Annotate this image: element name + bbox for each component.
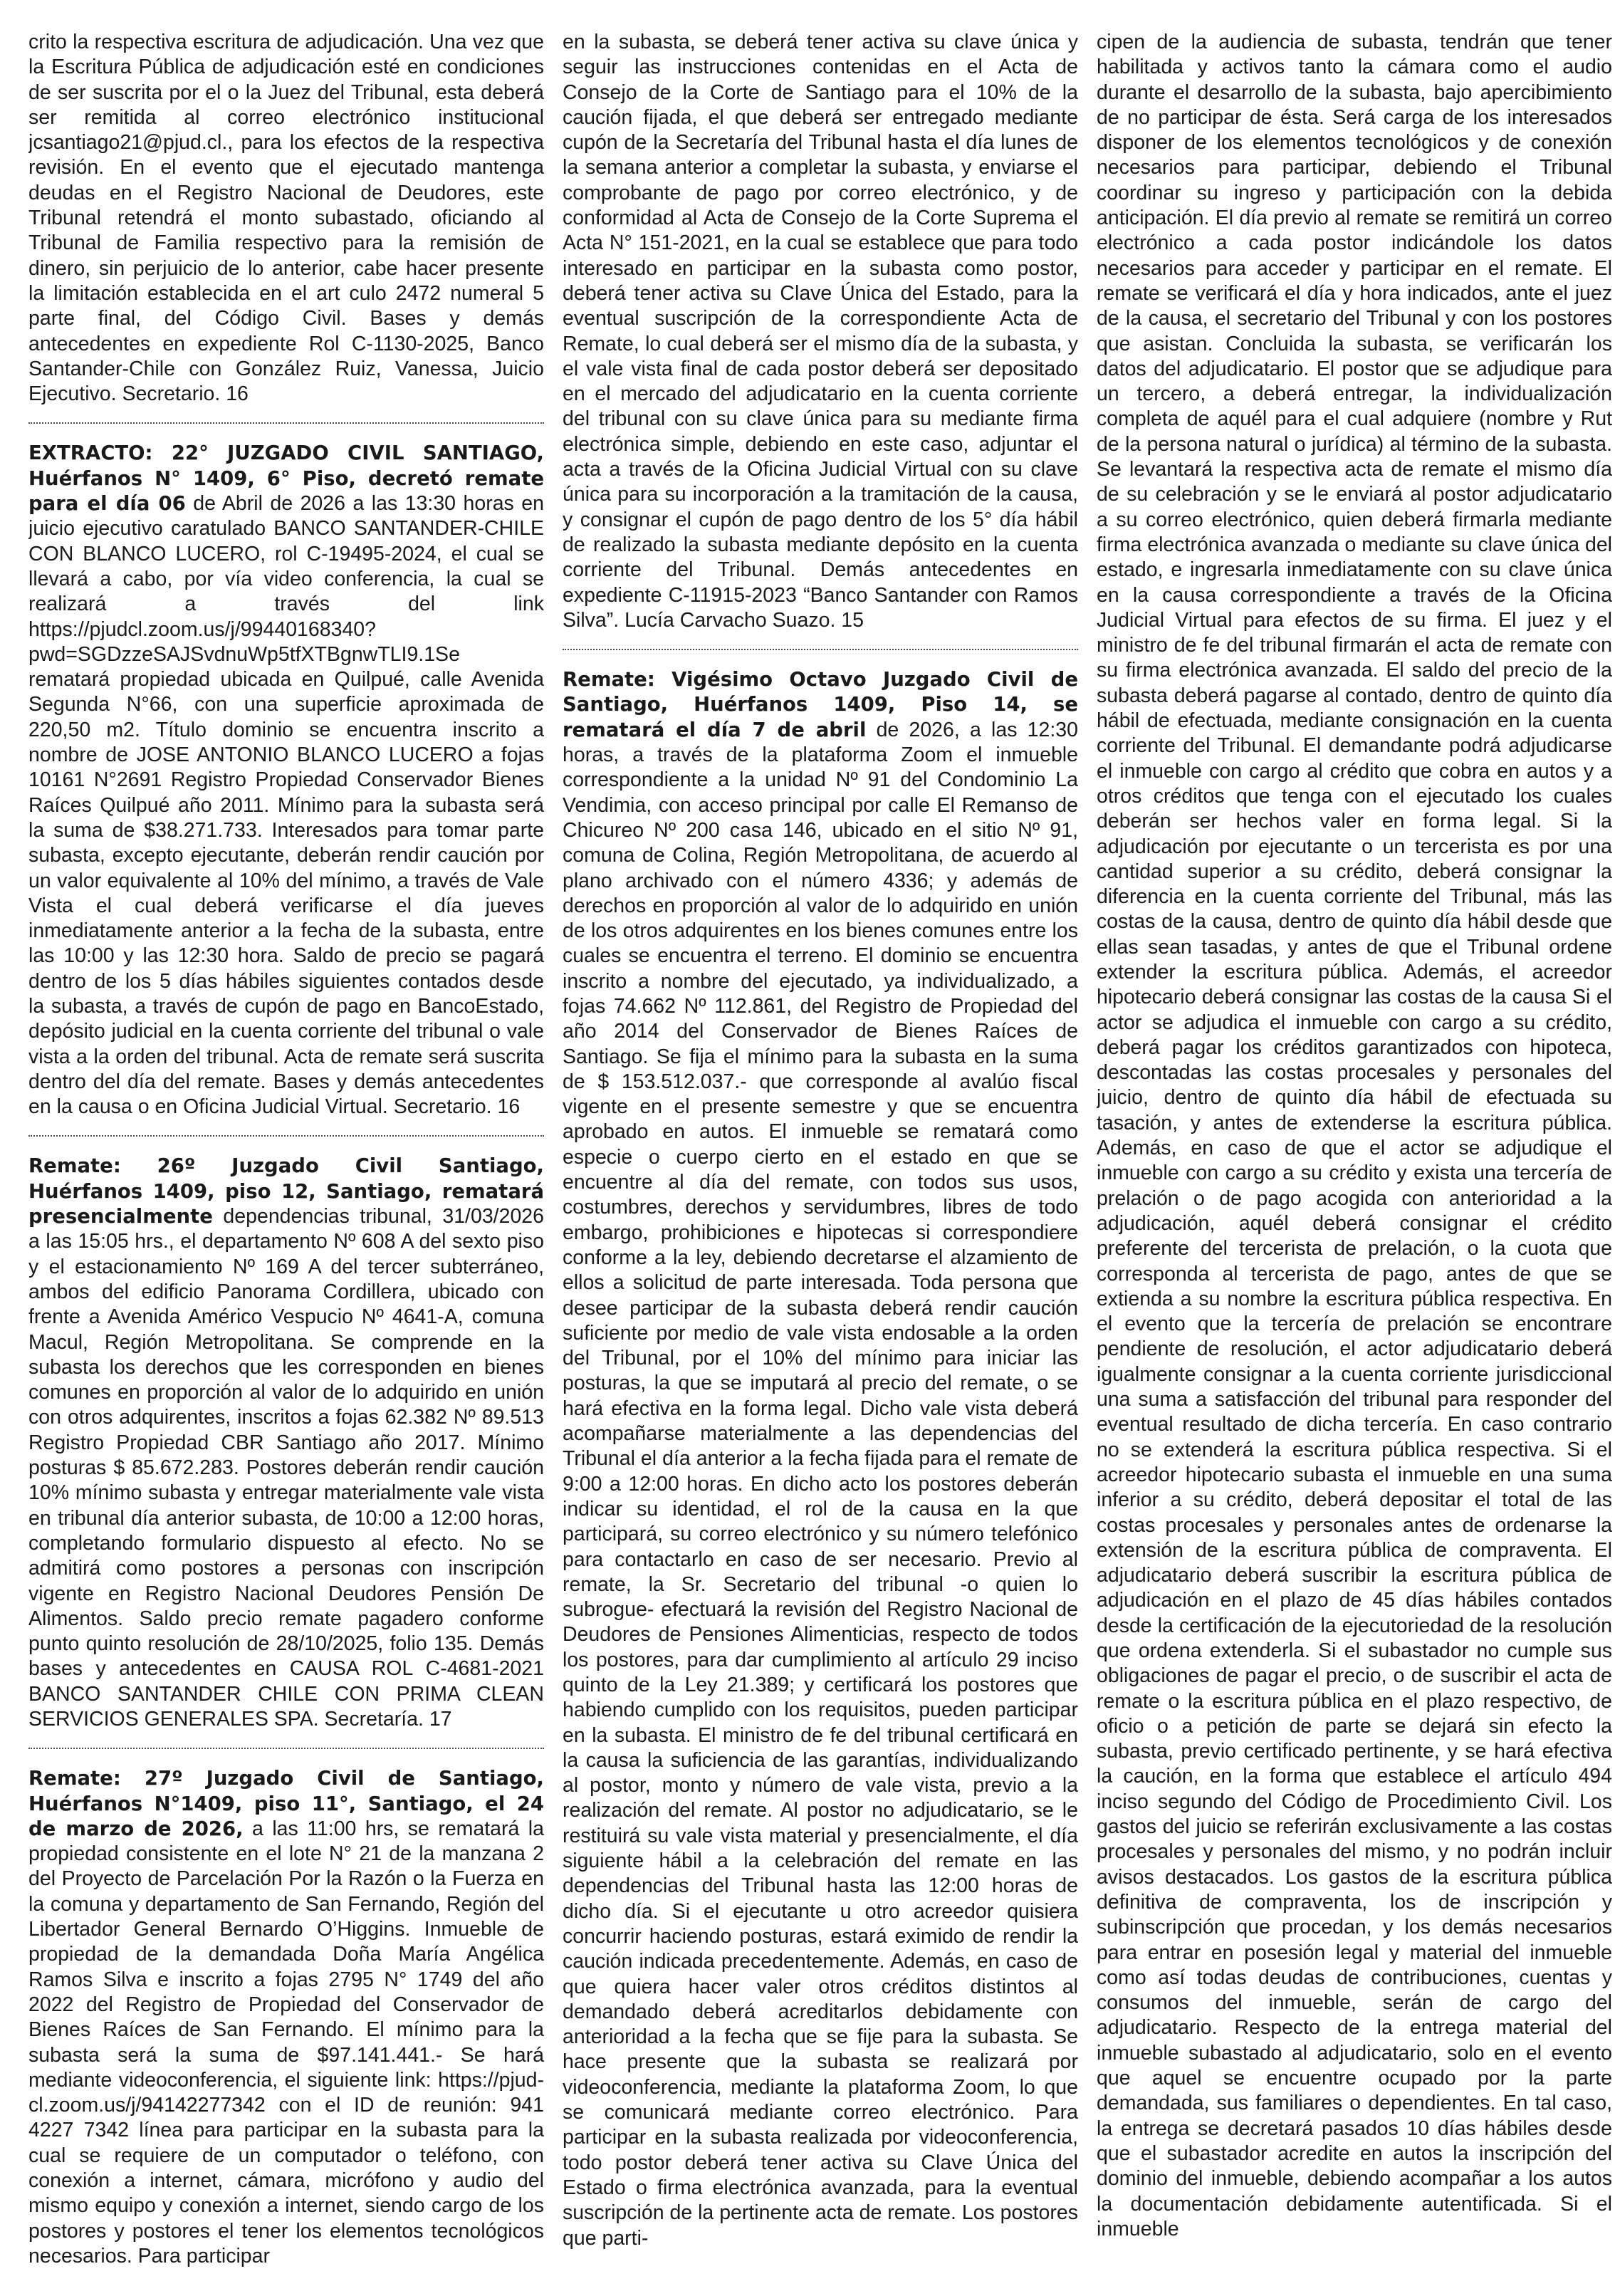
notice-heading: Remate: 27º Juzgado Civil de Santiago, Huérfanos N°1409, piso 11°, Santiago, el 24 de marzo de 2026, — [28, 1767, 544, 1840]
notice-26-juzgado — [28, 1154, 544, 1732]
column-2 — [563, 30, 1078, 2280]
notice-heading: EXTRACTO: 22° JUZGADO CIVIL SANTIAGO, Huérfanos N° 1409, 6° Piso, decretó remate para el día 06 — [28, 442, 544, 516]
notice-body: crito la respectiva escritura de adjudicación. Una vez que la Escritura Pública de adjudicación esté en condiciones de ser suscrita por el o la Juez del Tribunal, esta deberá ser remitida al correo electrónico institucional jcsantiago21@pjud.cl., para los efectos de la respectiva revisión. En el evento que el ejecutado mantenga deudas en el Registro Nacional de Deudores, este Tribunal retendrá el monto subastado, oficiando al Tribunal de Familia respectivo para la remisión de dinero, sin perjuicio de lo anterior, cabe hacer presente la limitación establecida en el art culo 2472 numeral 5 parte final, del Código Civil. Bases y demás antecedentes en expediente Rol C-1130-2025, Banco Santander-Chile con González Ruiz, Vanessa, Juicio Ejecutivo. Secretario. 16 — [28, 31, 544, 406]
notice-22-juzgado — [28, 441, 544, 1120]
notice-divider — [28, 422, 544, 424]
notice-body: en la subasta, se deberá tener activa su clave única y seguir las instrucciones contenidas en el Acta de Consejo de la Corte de Santiago para el 10% de la caución fijada, el que deberá ser entregado mediante cupón de la Secretaría del Tribunal hasta el día lunes de la semana anterior a completar la subasta, y enviarse el comprobante de pago por correo electrónico, y de conformidad al Acta de Consejo de la Corte Suprema el Acta N° 151-2021, en la cual se establece que para todo interesado en participar en la subasta como postor, deberá tener activa su Clave Única del Estado, para la eventual suscripción de la correspondiente Acta de Remate, lo cual deberá ser el mismo día de la subasta, y el vale vista final de cada postor deberá ser depositado en el mercado del adjudicatario en la cuenta corriente del tribunal con su clave única para su mediante firma electrónica simple, debiendo en este caso, adjuntar el acta a través de la Oficina Judicial Virtual con su clave única para su incorporación a la tramitación de la causa, y consignar el cupón de pago dentro de los 5° día hábil de realizado la subasta mediante depósito en la cuenta corriente del Tribunal. Demás antecedentes en expediente C-11915-2023 “Banco Santander con Ramos Silva”. Lucía Carvacho Suazo. 15 — [563, 31, 1078, 632]
notice-27-juzgado-continuation — [563, 30, 1078, 633]
column-1 — [28, 30, 544, 2280]
notice-body: de 2026, a las 12:30 horas, a través de la plataforma Zoom el inmueble correspondiente a la unidad Nº 91 del Condominio La Vendimia, con acceso principal por calle El Remanso de Chicureo Nº 200 casa 146, ubicado en el sitio Nº 91, comuna de Colina, Región Metropolitana, de acuerdo al plano archivado con el número 4336; y además de derechos en proporción al valor de lo adquirido en unión de los otros adquirentes en los bienes comunes entre los cuales se encuentra el terreno. El dominio se encuentra inscrito a nombre del ejecutado, ya individualizado, a fojas 74.662 Nº 112.861, del Registro de Propiedad del año 2014 del Conservador de Bienes Raíces de Santiago. Se fija el mínimo para la subasta en la suma de $ 153.512.037.- que corresponde al avalúo fiscal vigente en el presente semestre y que se encuentra aprobado en autos. El inmueble se rematará como especie o cuerpo cierto en el estado en que se encuentre al día del remate, con todos sus usos, costumbres, derechos y servidumbres, libres de todo embargo, prohibiciones e hipotecas si correspondiere conforme a la ley, debiendo decretarse el alzamiento de ellos a solicitud de parte interesada. Toda persona que desee participar de la subasta deberá rendir caución suficiente por medio de vale vista endosable a la orden del Tribunal, por el 10% del mínimo para iniciar las posturas, la que se imputará al precio del remate, o se hará efectiva en la forma legal. Dicho vale vista deberá acompañarse materialmente a las dependencias del Tribunal el día anterior a la fecha fijada para el remate de 9:00 a 12:00 horas. En dicho acto los postores deberán indicar su identidad, el rol de la causa en la que participará, su correo electrónico y su número telefónico para contactarlo en caso de ser necesario. Previo al remate, la Sr. Secretario del tribunal -o quien lo subrogue- efectuará la revisión del Registro Nacional de Deudores de Pensiones Alimenticias, respecto de todos los postores, para dar cumplimiento al artículo 29 inciso quinto de la Ley 21.389; y certificará los postores que habiendo cumplido con los requisitos, pueden participar en la subasta. El ministro de fe del tribunal certificará en la causa la suficiencia de las garantías, individualizando al postor, monto y número de vale vista, previo a la realización del remate. Al postor no adjudicatario, se le restituirá su vale vista material y presencialmente, el día siguiente hábil a la celebración del remate en las dependencias del Tribunal hasta las 12:00 horas de dicho día. Si el ejecutante u otro acreedor quisiera concurrir haciendo posturas, estará eximido de rendir la caución indicada precedentemente. Además, en caso de que quiera hacer valer otros créditos distintos al demandado deberá acreditarlos debidamente con anterioridad a la fecha que se fije para la subasta. Se hace presente que la subasta se realizará por videoconferencia, mediante la plataforma Zoom, lo que se comunicará mediante correo electrónico. Para participar en la subasta realizada por videoconferencia, todo postor deberá tener activa su Clave Única del Estado o firma electrónica avanzada, para la eventual suscripción de la pertinente acta de remate. Los postores que parti- — [563, 718, 1078, 2250]
notice-divider — [28, 1135, 544, 1137]
notice-divider — [563, 649, 1078, 650]
notice-body: cipen de la audiencia de subasta, tendrán que tener habilitada y activos tanto la cámara como el audio durante el desarrollo de la subasta, bajo apercibimiento de no participar de ésta. Será carga de los interesados disponer de los elementos tecnológicos y de conexión necesarios para participar, debiendo el Tribunal coordinar su ingreso y participación con la debida anticipación. El día previo al remate se remitirá un correo electrónico a cada postor indicándole los datos necesarios para acceder y participar en el remate. El remate se verificará el día y hora indicados, ante el juez de la causa, el secretario del Tribunal y con los postores que asistan. Concluida la subasta, se verificarán los datos del adjudicatario. El postor que se adjudique para un tercero, a deberá entregar, la individualización completa de aquél para el cual adquiere (nombre y Rut de la persona natural o jurídica) al término de la subasta. Se levantará la respectiva acta de remate el mismo día de su celebración y se le enviará al postor adjudicatario a su correo electrónico, quien deberá firmarla mediante firma electrónica avanzada o mediante su clave única del estado, e ingresarla inmediatamente con su clave única en la causa correspondiente a través de la Oficina Judicial Virtual para efectos de su firma. El juez y el ministro de fe del tribunal firmarán el acta de remate con su firma electrónica avanzada. El saldo del precio de la subasta deberá pagarse al contado, dentro de quinto día hábil de efectuada, mediante consignación en la cuenta corriente del Tribunal. El demandante podrá adjudicarse el inmueble con cargo al crédito que cobra en autos y a otros créditos que tenga con el ejecutado los cuales deberán ser hechos valer en forma legal. Si la adjudicación por ejecutante o un tercerista es por una cantidad superior a su crédito, deberá consignar la diferencia en la cuenta corriente del Tribunal, más las costas de la causa, dentro de quinto día hábil desde que ellas sean tasadas, y antes de que el Tribunal ordene extender la escritura pública. Además, el acreedor hipotecario deberá consignar las costas de la causa Si el actor se adjudica el inmueble con cargo a su crédito, deberá pagar los créditos garantizados con hipoteca, descontadas las costas procesales y personales del juicio, dentro de quinto día hábil de efectuada su tasación, y antes de extenderse la escritura pública. Además, en caso de que el actor se adjudique el inmueble con cargo a su crédito y exista una tercería de prelación o de pago acogida con anterioridad a la adjudicación, aquél deberá consignar el crédito preferente del tercerista de prelación, o la cuota que corresponda al tercerista de pago, antes de que se extienda a su nombre la escritura pública respectiva. En el evento que la tercería de prelación se encontrare pendiente de resolución, el actor adjudicatario deberá igualmente consignar a la cuenta corriente jurisdiccional una suma a satisfacción del tribunal para responder del eventual resultado de dicha tercería. En caso contrario no se extenderá la escritura pública respectiva. Si el acreedor hipotecario subasta el inmueble en una suma inferior a su crédito, deberá depositar el total de las costas procesales y personales antes de ordenarse la extensión de la escritura pública de compraventa. El adjudicatario deberá suscribir la escritura pública de adjudicación en el plazo de 45 días hábiles contados desde la certificación de la ejecutoriedad de la resolución que ordena extenderla. Si el subastador no cumple sus obligaciones de pagar el precio, o de suscribir el acta de remate o la escritura pública en el plazo respectivo, de oficio o a petición de parte se dejará sin efecto la subasta, previo certificado pertinente, y se hará efectiva la caución, en la forma que establece el artículo 494 inciso segundo del Código de Procedimiento Civil. Los gastos del juicio se referirán exclusivamente a las costas procesales y personales del mismo, y no podrán incluir avisos destacados. Los gastos de la escritura pública definitiva de compraventa, los de inscripción y subinscripción que procedan, y los demás necesarios para entrar en posesión legal y material del inmueble como así todas deudas de contribuciones, cuentas y consumos del inmueble, serán de cargo del adjudicatario. Respecto de la entrega material del inmueble subastado al adjudicatario, solo en el evento que aquel se encuentre ocupado por la parte demandada, sus familiares o dependientes. En tal caso, la entrega se decretará pasados 10 días hábiles desde que el subastador acredite en autos la inscripción del dominio del inmueble, debiendo acompañar a los autos la documentación debidamente autentificada. Si el inmueble — [1097, 31, 1612, 2240]
notice-27-juzgado — [28, 1766, 544, 2269]
notice-continuation — [28, 30, 544, 407]
notice-body: a las 11:00 hrs, se rematará la propiedad consistente en el lote N° 21 de la manzana 2 del Proyecto de Parcelación Por la Razón o la Fuerza en la comuna y departamento de San Fernando, Región del Libertador General Bernardo O’Higgins. Inmueble de propiedad de la demandada Doña María Angélica Ramos Silva e inscrito a fojas 2795 N° 1749 del año 2022 del Registro de Propiedad del Conservador de Bienes Raíces de San Fernando. El mínimo para la subasta será la suma de $97.141.441.- Se hará mediante videoconferencia, el siguiente link: https://pjud-cl.zoom.us/j/94142277342 con el ID de reunión: 941 4227 7342 línea para participar en la subasta para la cual se requiere de un computador o teléfono, con conexión a internet, cámara, micrófono y audio del mismo equipo y conexión a internet, siendo cargo de los postores y postores el tener los elementos tecnológicos necesarios. Para participar — [28, 1817, 544, 2268]
notice-28-juzgado — [563, 667, 1078, 2251]
notice-body: de Abril de 2026 a las 13:30 horas en juicio ejecutivo caratulado BANCO SANTANDER-CHILE CON BLANCO LUCERO, rol C-19495-2024, el cual se llevará a cabo, por vía video conferencia, la cual se realizará a través del link https://pjudcl.zoom.us/j/99440168340?pwd=SGDzzeSAJSvdnuWp5tfXTBgnwTLI9.1Se rematará propiedad ubicada en Quilpué, calle Avenida Segunda N°66, con una superficie aproximada de 220,50 m2. Título dominio se encuentra inscrito a nombre de JOSE ANTONIO BLANCO LUCERO a fojas 10161 N°2691 Registro Propiedad Conservador Bienes Raíces Quilpué año 2011. Mínimo para la subasta será la suma de $38.271.733. Interesados para tomar parte subasta, excepto ejecutante, deberán rendir caución por un valor equivalente al 10% del mínimo, a través de Vale Vista el cual deberá verificarse el día jueves inmediatamente anterior a la fecha de la subasta, entre las 10:00 y las 12:30 hora. Saldo de precio se pagará dentro de los 5 días hábiles siguientes contados desde la subasta, a través de cupón de pago en BancoEstado, depósito judicial en la cuenta corriente del tribunal o vale vista a la orden del tribunal. Acta de remate será suscrita dentro del día del remate. Bases y demás antecedentes en la causa o en Oficina Judicial Virtual. Secretario. 16 — [28, 492, 544, 1119]
notice-heading: Remate: Vigésimo Octavo Juzgado Civil de Santiago, Huérfanos 1409, Piso 14, se rematará el día 7 de abril — [563, 668, 1078, 741]
notice-28-juzgado-continuation — [1097, 30, 1612, 2242]
column-3 — [1097, 30, 1612, 2280]
notice-body: dependencias tribunal, 31/03/2026 a las 15:05 hrs., el departamento Nº 608 A del sexto piso y el estacionamiento Nº 169 A del tercer subterráneo, ambos del edificio Panorama Cordillera, ubicado con frente a Avenida Américo Vespucio Nº 4641-A, comuna Macul, Región Metropolitana. Se comprende en la subasta los derechos que les corresponden en bienes comunes en proporción al valor de lo adquirido en unión con otros adquirentes, inscritos a fojas 62.382 Nº 89.513 Registro Propiedad CBR Santiago año 2017. Mínimo posturas $ 85.672.283. Postores deberán rendir caución 10% mínimo subasta y entregar materialmente vale vista en tribunal día anterior subasta, de 10:00 a 12:00 horas, completando formulario dispuesto al efecto. No se admitirá como postores a personas con inscripción vigente en Registro Nacional Deudores Pensión De Alimentos. Saldo precio remate pagadero conforme punto quinto resolución de 28/10/2025, folio 135. Demás bases y antecedentes en CAUSA ROL C-4681-2021 BANCO SANTANDER CHILE CON PRIMA CLEAN SERVICIOS GENERALES SPA. Secretaría. 17 — [28, 1205, 544, 1731]
notice-heading: Remate: 26º Juzgado Civil Santiago, Huérfanos 1409, piso 12, Santiago, rematará presencialmente — [28, 1154, 544, 1228]
notice-divider — [28, 1748, 544, 1749]
